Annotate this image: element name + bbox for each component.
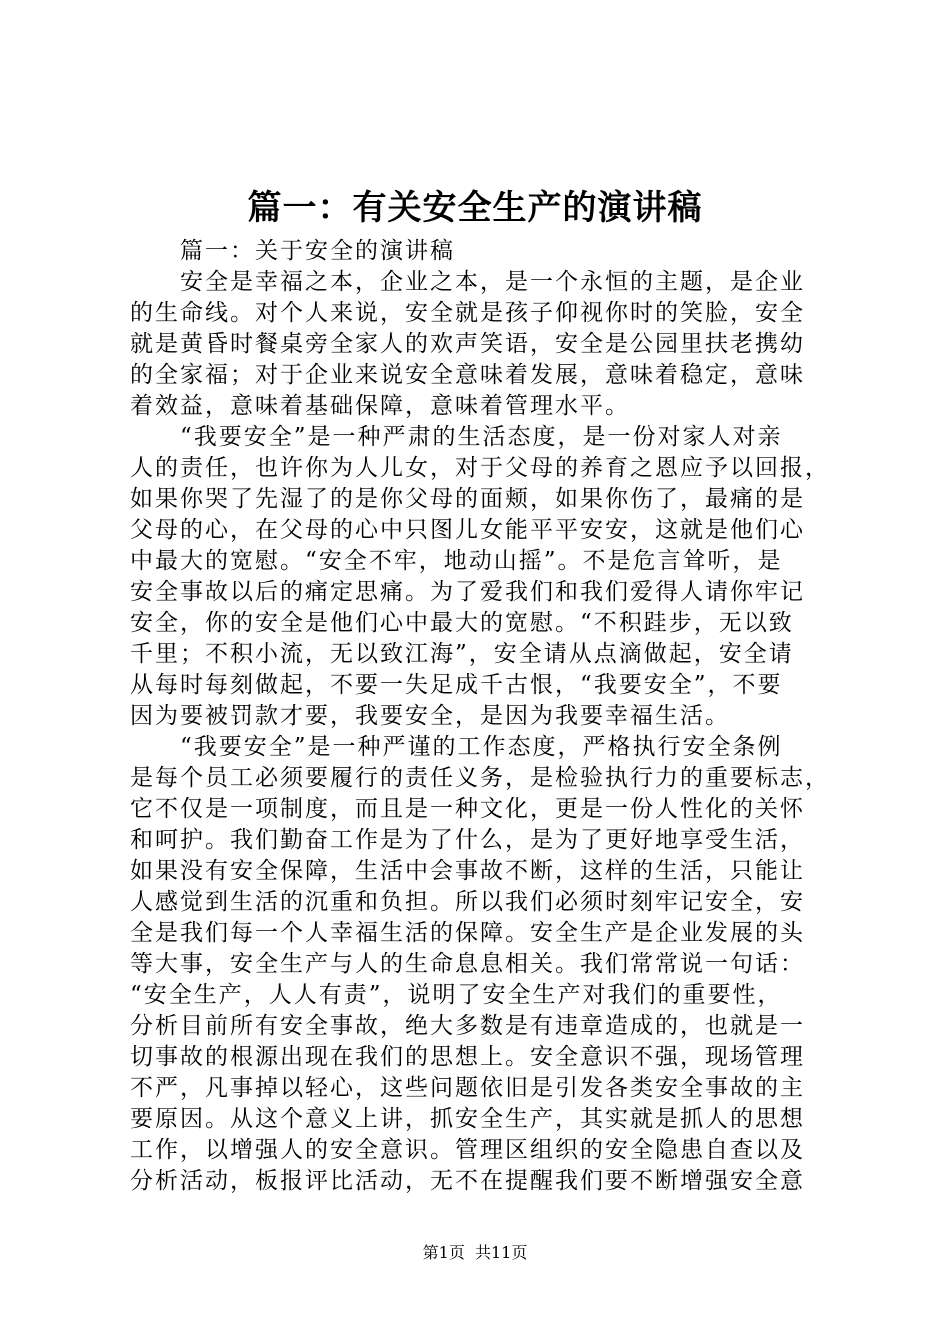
page-number: 第1页 共11页 [422,1243,528,1262]
text-line: 全是我们每一个人幸福生活的保障。安全生产是企业发展的头 [130,920,805,946]
text-line: 如果没有安全保障，生活中会事故不断，这样的生活，只能让 [130,858,805,884]
text-line: 切事故的根源出现在我们的思想上。安全意识不强，现场管理 [130,1044,805,1070]
text-line: “安全生产，人人有责”，说明了安全生产对我们的重要性， [130,982,783,1008]
document-body [130,236,830,1197]
text-line: 中最大的宽慰。“安全不牢，地动山摇”。不是危言耸听，是 [130,548,783,574]
text-line: “我要安全”是一种严谨的工作态度，严格执行安全条例 [130,734,783,760]
text-line: 千里；不积小流，无以致江海”，安全请从点滴做起，安全请 [130,641,794,667]
text-line: 如果你哭了先湿了的是你父母的面颊，如果你伤了，最痛的是 [130,486,805,512]
text-line: 着效益，意味着基础保障，意味着管理水平。 [130,393,630,419]
text-line: 等大事，安全生产与人的生命息息相关。我们常常说一句话： [130,951,805,977]
text-line: 分析活动，板报评比活动，无不在提醒我们要不断增强安全意 [130,1168,805,1194]
text-line: 安全是幸福之本，企业之本，是一个永恒的主题，是企业 [130,269,805,295]
text-line: 和呵护。我们勤奋工作是为了什么，是为了更好地享受生活， [130,827,805,853]
document-title: 篇一：有关安全生产的演讲稿 [247,188,703,228]
text-line: 人感觉到生活的沉重和负担。所以我们必须时刻牢记安全，安 [130,889,805,915]
text-line: 分析目前所有安全事故，绝大多数是有违章造成的，也就是一 [130,1013,805,1039]
text-line: 工作，以增强人的安全意识。管理区组织的安全隐患自查以及 [130,1137,805,1163]
text-line: 它不仅是一项制度，而且是一种文化，更是一份人性化的关怀 [130,796,805,822]
page-footer [0,1242,950,1264]
text-line: 安全事故以后的痛定思痛。为了爱我们和我们爱得人请你牢记 [130,579,805,605]
text-line: 因为要被罚款才要，我要安全，是因为我要幸福生活。 [130,703,730,729]
text-line: 要原因。从这个意义上讲，抓安全生产，其实就是抓人的思想 [130,1106,805,1132]
text-line: “我要安全”是一种严肃的生活态度，是一份对家人对亲 [130,424,783,450]
text-line: 就是黄昏时餐桌旁全家人的欢声笑语，安全是公园里扶老携幼 [130,331,805,357]
text-line: 篇一：关于安全的演讲稿 [130,238,455,264]
text-line: 从每时每刻做起，不要一失足成千古恨，“我要安全”，不要 [130,672,783,698]
text-line: 安全，你的安全是他们心中最大的宽慰。“不积跬步，无以致 [130,610,794,636]
text-line: 是每个员工必须要履行的责任义务，是检验执行力的重要标志， [130,765,830,791]
text-line: 父母的心，在父母的心中只图儿女能平平安安，这就是他们心 [130,517,805,543]
text-line: 的生命线。对个人来说，安全就是孩子仰视你时的笑脸，安全 [130,300,805,326]
text-line: 不严，凡事掉以轻心，这些问题依旧是引发各类安全事故的主 [130,1075,805,1101]
text-line: 人的责任，也许你为人儿女，对于父母的养育之恩应予以回报， [130,455,830,481]
text-line: 的全家福；对于企业来说安全意味着发展，意味着稳定，意味 [130,362,805,388]
